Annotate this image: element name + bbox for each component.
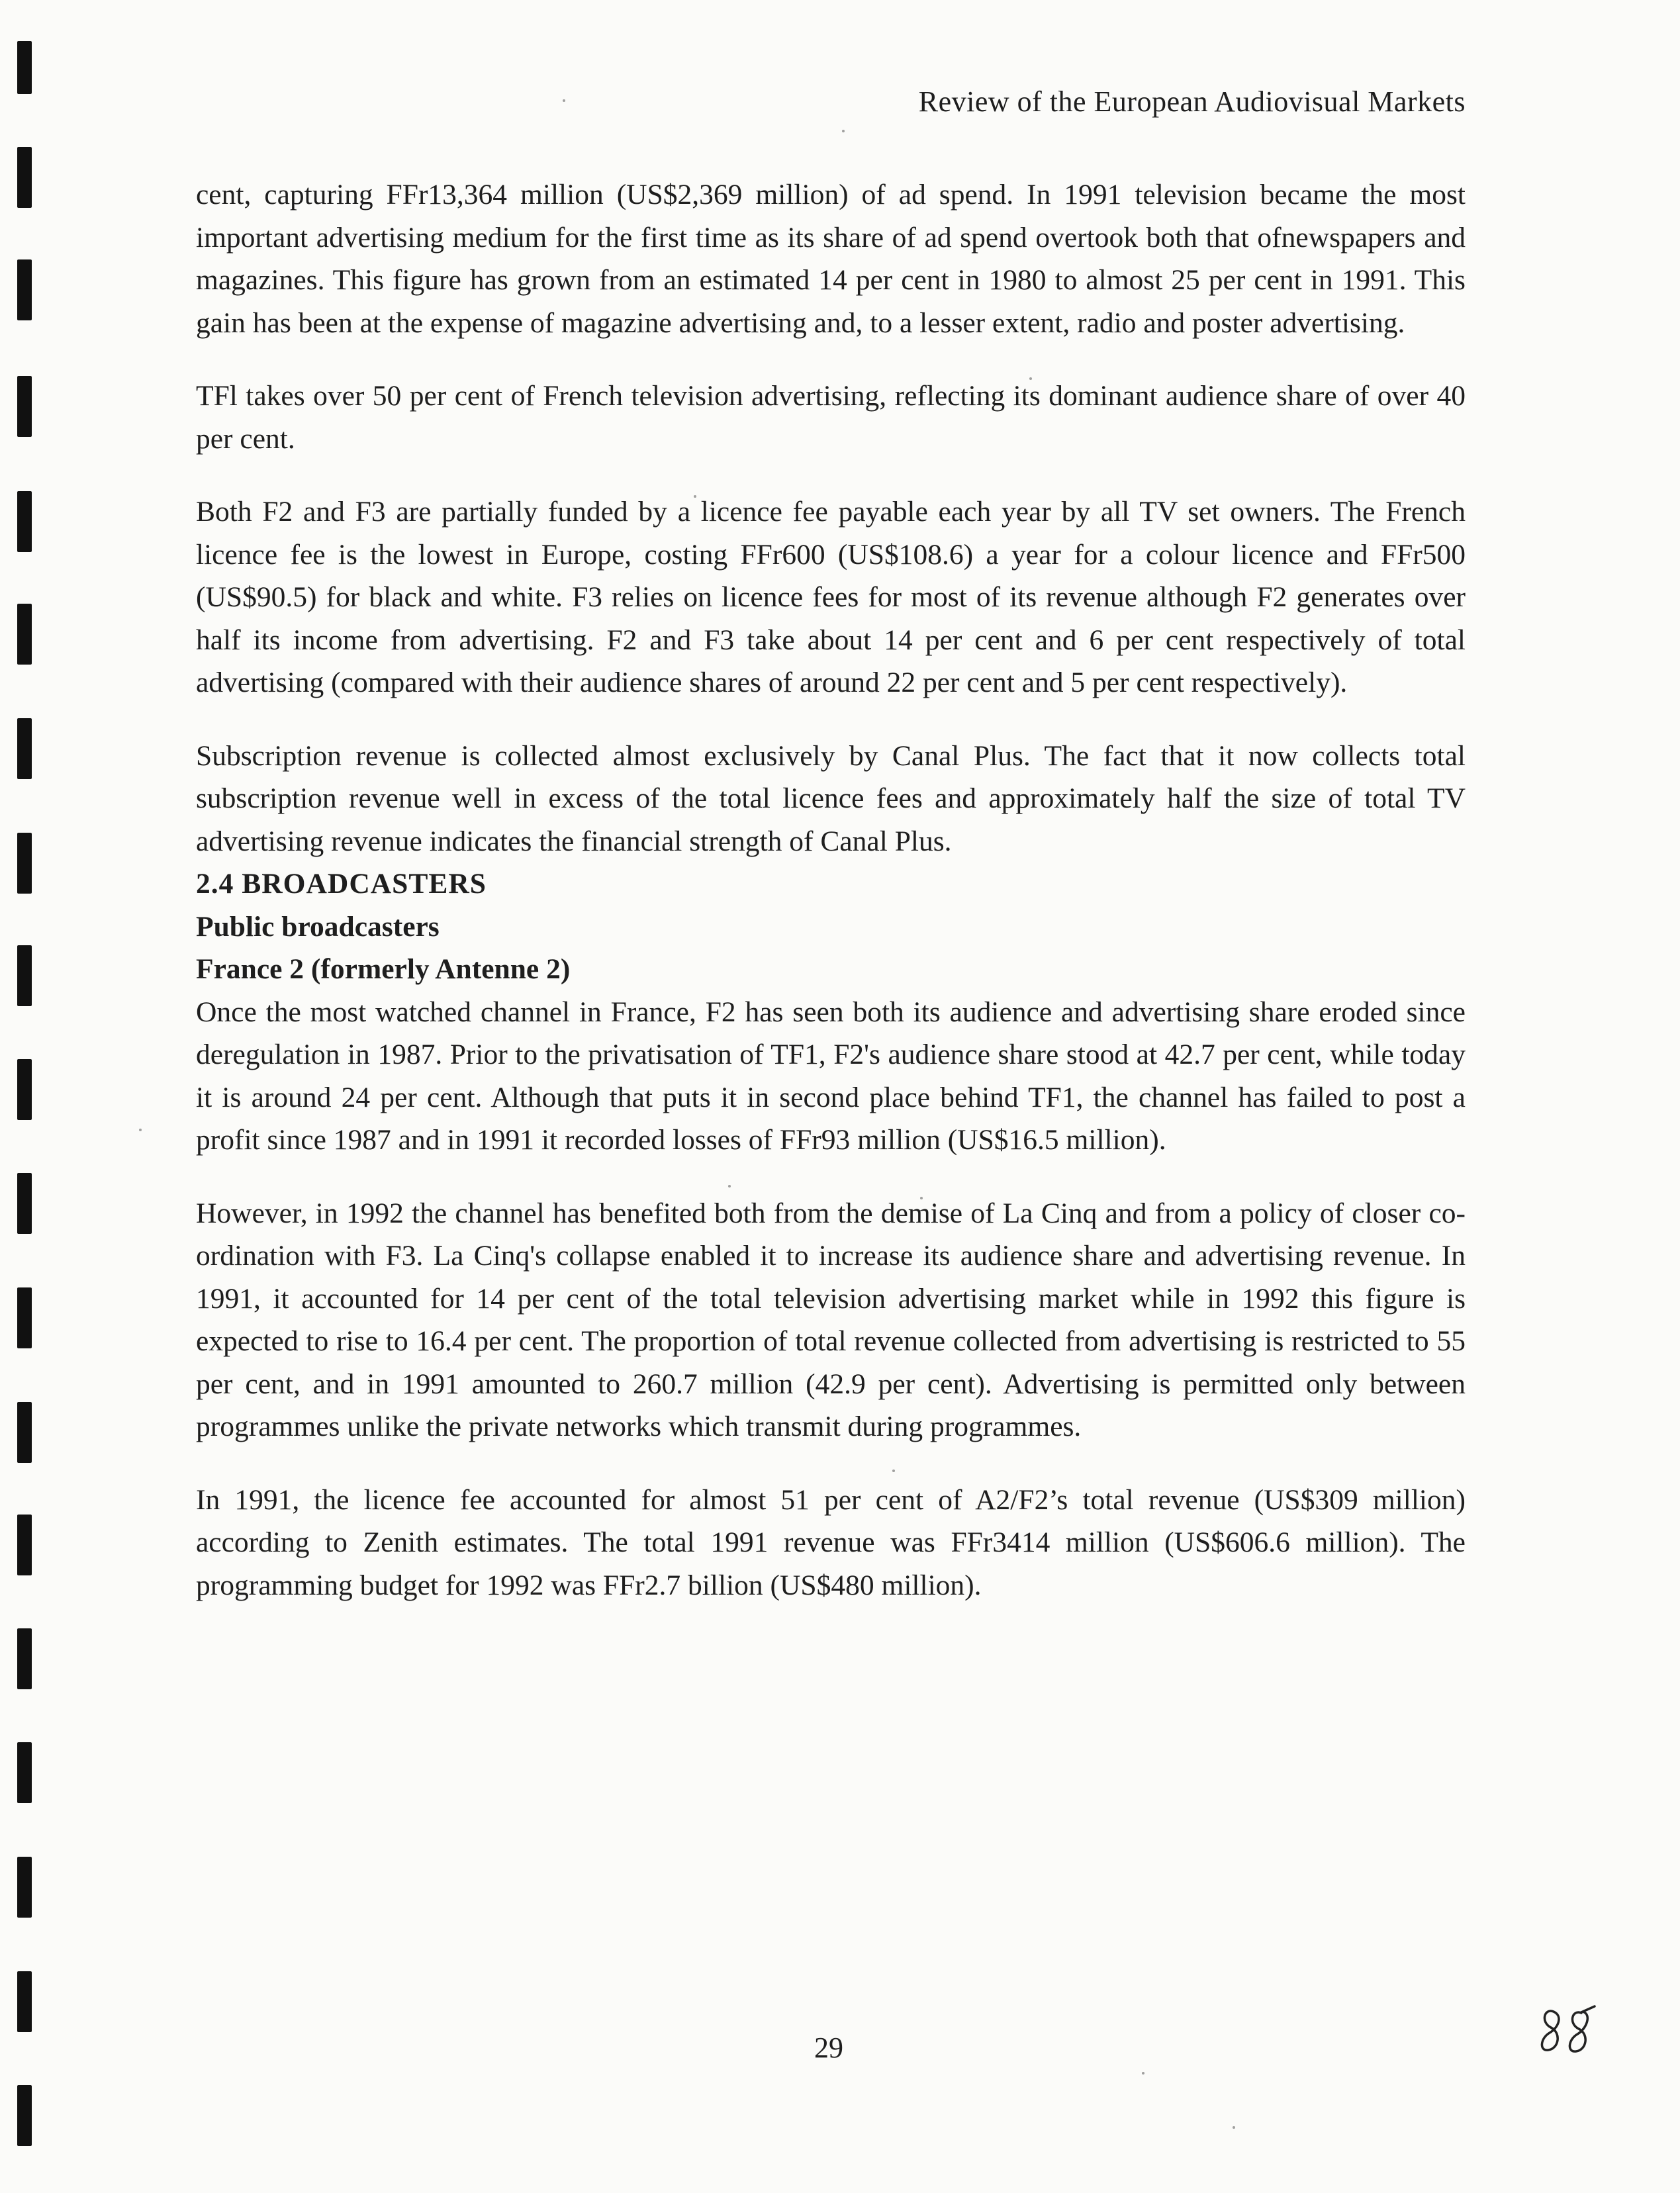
binder-mark [17,1059,32,1120]
body-paragraph: Once the most watched channel in France, F2 has seen both its audience and advertising share eroded since deregulation in 1987. Prior to the privatisation of TF1, F2's audience share stood at 42.7 per cent, while today it is around 24 per cent. Although that puts it in second place behind TF1, the channel has failed to post a profit since 1987 and in 1991 it recorded losses of FFr93 million (US$16.5 million). [196,996,1466,1156]
running-header: Review of the European Audiovisual Markets [918,85,1466,118]
body-paragraph: However, in 1992 the channel has benefited both from the demise of La Cinq and from a policy of closer co-ordination with F3. La Cinq's collapse enabled it to increase its audience share and advertising revenue. In 1991, it accounted for 14 per cent of the total television advertising market while in 1992 this figure is expected to rise to 16.4 per cent. The proportion of total revenue collected from advertising is restricted to 55 per cent, and in 1991 amounted to 260.7 million (42.9 per cent). Advertising is permitted only between programmes unlike the private networks which transmit during programmes. [196,1197,1466,1442]
body-paragraph: Both F2 and F3 are partially funded by a licence fee payable each year by all TV set owners. The French licence fee is the lowest in Europe, costing FFr600 (US$108.6) a year for a colour licence and FFr500 (US$90.5) for black and white. F3 relies on licence fees for most of its revenue although F2 generates over half its income from advertising. F2 and F3 take about 14 per cent and 6 per cent respectively of total advertising (compared with their audience shares of around 22 per cent and 5 per cent respectively). [196,496,1466,698]
binder-mark [17,2085,32,2146]
binder-mark [17,1287,32,1348]
binder-mark [17,604,32,665]
page-body [196,173,1466,1607]
binder-mark [17,1628,32,1689]
body-paragraph: cent, capturing FFr13,364 million (US$2,369 million) of ad spend. In 1991 television became the most important advertising medium for the first time as its share of ad spend overtook both that ofnewspapers and magazines. This figure has grown from an estimated 14 per cent in 1980 to almost 25 per cent in 1991. This gain has been at the expense of magazine advertising and, to a lesser extent, radio and poster advertising. [196,179,1466,339]
body-paragraph: In 1991, the licence fee accounted for almost 51 per cent of A2/F2’s total revenue (US$309 million) according to Zenith estimates. The total 1991 revenue was FFr3414 million (US$606.6 million). The programming budget for 1992 was FFr2.7 billion (US$480 million). [196,1483,1466,1601]
subheading: Public broadcasters [196,910,440,943]
handwritten-annotation [1532,2002,1599,2062]
binder-mark [17,259,32,320]
binder-mark [17,1857,32,1918]
scan-speck [1142,2072,1144,2075]
binder-mark [17,945,32,1006]
scan-speck [563,99,565,102]
body-paragraph: TFl takes over 50 per cent of French television advertising, reflecting its dominant audience share of over 40 per cent. [196,380,1466,455]
binder-mark [17,1515,32,1575]
binder-mark [17,1173,32,1234]
body-paragraph: Subscription revenue is collected almost exclusively by Canal Plus. The fact that it now collects total subscription revenue well in excess of the total licence fees and approximately half the size of total TV advertising revenue indicates the financial strength of Canal Plus. [196,739,1466,857]
binder-mark [17,491,32,552]
scan-speck [1233,2126,1235,2129]
binder-marks [0,0,79,2193]
scan-speck [139,1129,142,1131]
scan-speck [842,130,845,132]
binder-mark [17,41,32,94]
binder-mark [17,376,32,437]
page-number: 29 [814,2031,843,2064]
sub-subheading: France 2 (formerly Antenne 2) [196,953,571,985]
binder-mark [17,1402,32,1463]
binder-mark [17,718,32,779]
section-heading: 2.4 BROADCASTERS [196,868,487,900]
binder-mark [17,833,32,894]
binder-mark [17,147,32,208]
binder-mark [17,1742,32,1803]
binder-mark [17,1971,32,2032]
